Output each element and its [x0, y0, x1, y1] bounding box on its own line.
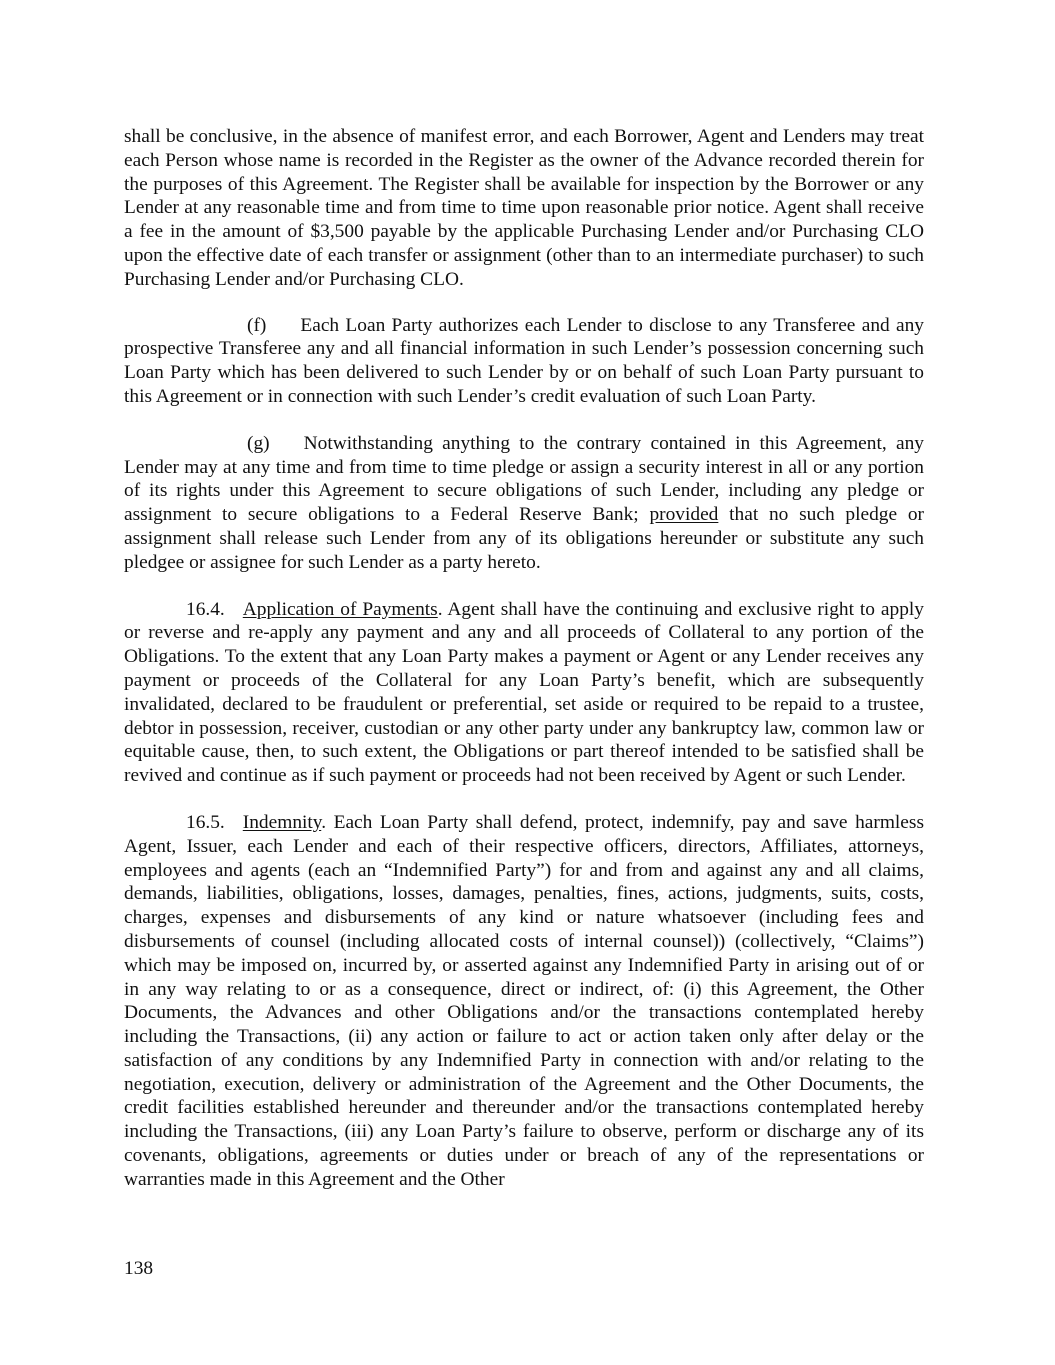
section-heading-16-5: Indemnity: [242, 811, 322, 833]
underlined-term-provided: provided: [649, 504, 719, 526]
clause-marker-f: (f): [247, 314, 267, 336]
section-heading-16-4: Application of Payments: [242, 598, 438, 620]
section-16-4: [124, 598, 924, 788]
section-text-16-5: . Each Loan Party shall defend, protect, indemnify, pay and save harmless Agent, Issuer, each Lender and each of their respective officers, directors, Affiliates, attorneys, employees and agents (each an “Indemnified Party”) for and from and against any and all claims, demands, liabilities, obligations, losses, damages, penalties, fines, actions, judgments, suits, costs, charges, expenses and disbursements of any kind or nature whatsoever (including fees and disbursements of counsel (including allocated costs of internal counsel)) (collectively, “Claims”) which may be imposed on, incurred by, or asserted against any Indemnified Party in arising out of or in any way relating to or as a consequence, direct or indirect, of: (i) this Agreement, the Other Documents, the Advances and other Obligations and/or the transactions contemplated hereby including the Transactions, (ii) any action or failure to act or action taken only after delay or the satisfaction of any conditions by any Indemnified Party in connection with and/or relating to the negotiation, execution, delivery or administration of the Agreement and the Other Documents, the credit facilities established hereunder and thereunder and/or the transactions contemplated hereby including the Transactions, (iii) any Loan Party’s failure to observe, perform or discharge any of its covenants, obligations, agreements or duties under or breach of any of the representations or warranties made in this Agreement and the Other: [124, 811, 924, 1190]
clause-marker-g: (g): [247, 432, 270, 454]
page-number: 138: [124, 1258, 154, 1279]
document-page: [124, 125, 924, 1215]
section-16-5: [124, 811, 924, 1192]
clause-text-g-before: Notwithstanding anything to the contrary contained in this Agreement, any Lender may at any time and from time to time pledge or assign a security interest in all or any portion of its rights under this Agreement to secure obligations of such Lender, including any pledge or assignment to secure obligations to a Federal Reserve Bank;: [124, 432, 924, 526]
section-number-16-5: 16.5.: [186, 811, 225, 833]
section-text-16-4: . Agent shall have the continuing and exclusive right to apply or reverse and re-apply any payment and any and all proceeds of Collateral to any portion of the Obligations. To the extent that any Loan Party makes a payment or Agent or any Lender receives any payment or proceeds of the Collateral for any Loan Party’s benefit, which are subsequently invalidated, declared to be fraudulent or preferential, set aside or required to be repaid to a trustee, debtor in possession, receiver, custodian or any other party under any bankruptcy law, common law or equitable cause, then, to such extent, the Obligations or part thereof intended to be satisfied shall be revived and continue as if such payment or proceeds had not been received by Agent or such Lender.: [124, 598, 924, 787]
paragraph-continuation: shall be conclusive, in the absence of manifest error, and each Borrower, Agent and Lenders may treat each Person whose name is recorded in the Register as the owner of the Advance recorded therein for the purposes of this Agreement. The Register shall be available for inspection by the Borrower or any Lender at any reasonable time and from time to time upon reasonable prior notice. Agent shall receive a fee in the amount of $3,500 payable by the applicable Purchasing Lender and/or Purchasing CLO upon the effective date of each transfer or assignment (other than to an intermediate purchaser) to such Purchasing Lender and/or Purchasing CLO.: [124, 126, 924, 290]
paragraph-f: [124, 314, 924, 409]
clause-text-g-after: that no such pledge or assignment shall release such Lender from any of its obligations hereunder or substitute any such pledgee or assignee for such Lender as a party hereto.: [124, 504, 924, 573]
clause-text-f: Each Loan Party authorizes each Lender to disclose to any Transferee and any prospective Transferee any and all financial information in such Lender’s possession concerning such Loan Party which has been delivered to such Lender by or on behalf of such Loan Party pursuant to this Agreement or in connection with such Lender’s credit evaluation of such Loan Party.: [124, 314, 924, 407]
paragraph-g: [124, 432, 924, 575]
section-number-16-4: 16.4.: [186, 598, 225, 620]
